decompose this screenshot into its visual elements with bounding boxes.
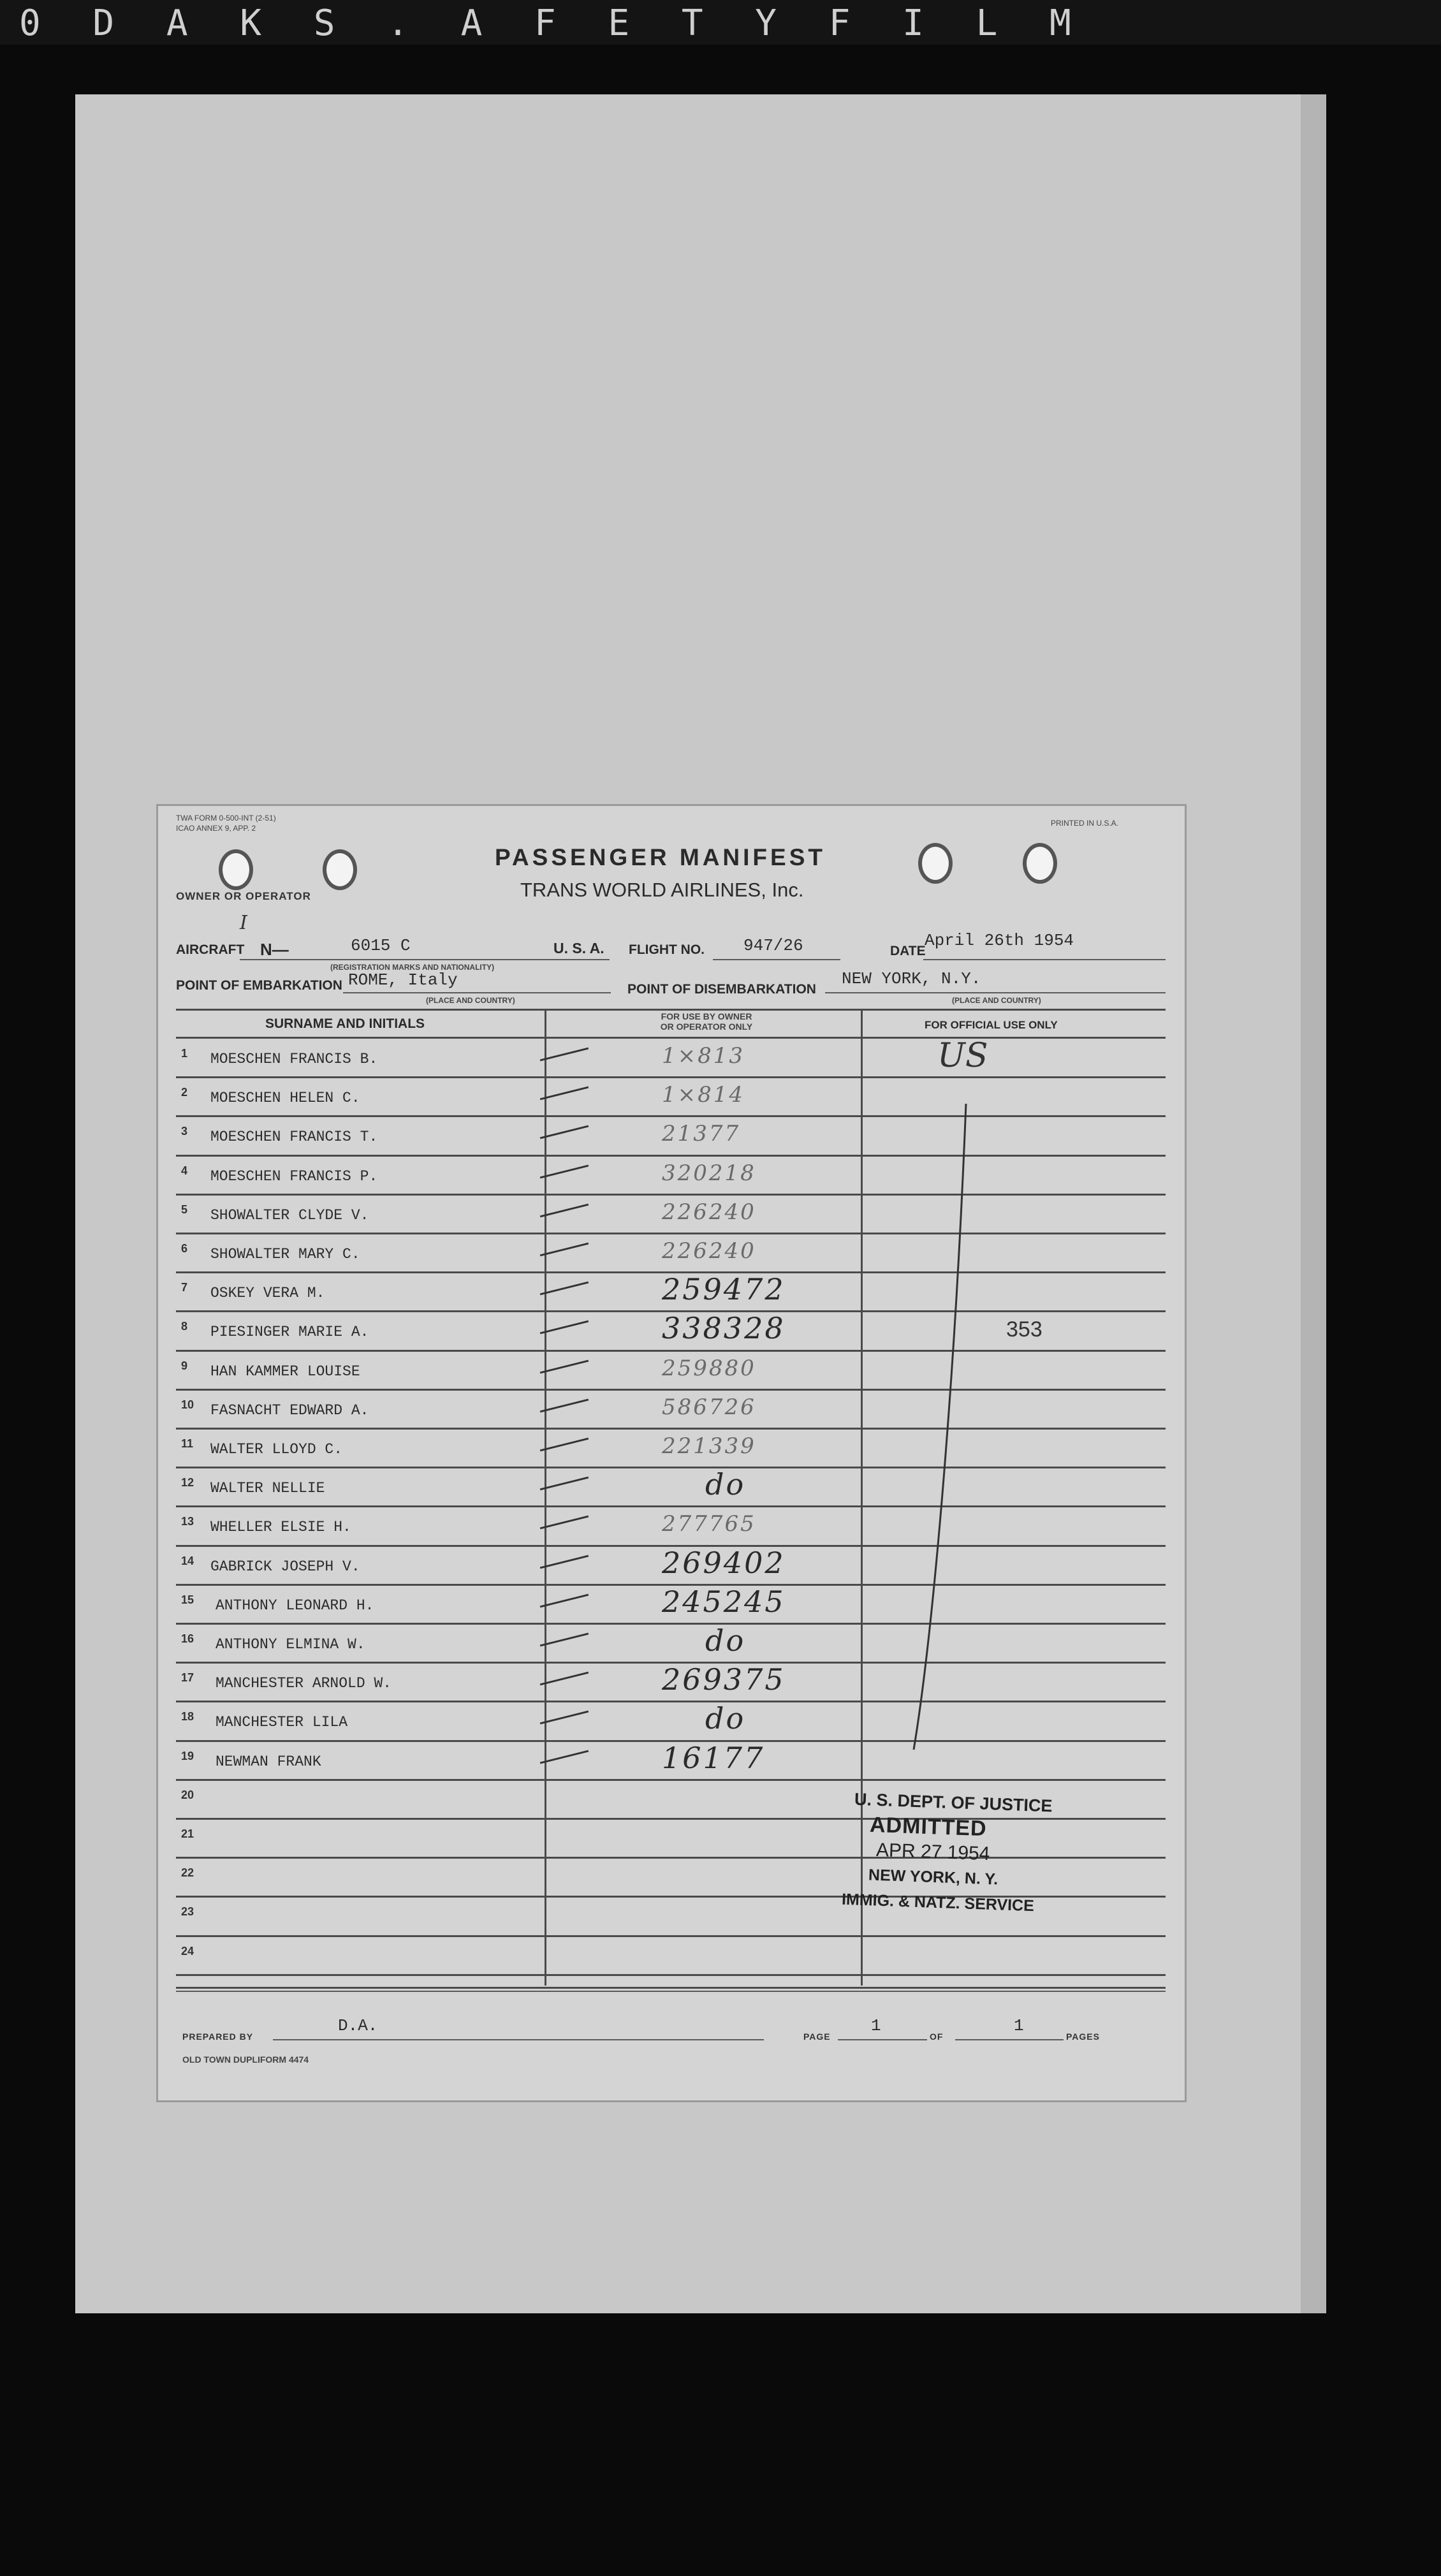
row-number: 17 — [181, 1671, 194, 1685]
passport-code: do — [705, 1467, 746, 1502]
row-number: 22 — [181, 1866, 194, 1880]
page-total: 1 — [1014, 2016, 1024, 2035]
row-number: 8 — [181, 1320, 188, 1333]
row-number: 14 — [181, 1554, 194, 1567]
passenger-name: MOESCHEN FRANCIS T. — [210, 1129, 378, 1146]
pages-label: PAGES — [1066, 2031, 1100, 2042]
passenger-name: OSKEY VERA M. — [210, 1285, 325, 1302]
row-number: 21 — [181, 1827, 194, 1840]
row-number: 16 — [181, 1632, 194, 1645]
page-total-underline — [955, 2039, 1064, 2040]
passport-code: do — [705, 1701, 746, 1736]
row-number: 18 — [181, 1710, 194, 1723]
passport-code: 226240 — [662, 1199, 756, 1225]
row-number: 10 — [181, 1398, 194, 1411]
page-number: 1 — [871, 2016, 881, 2035]
prepared-underline — [273, 2039, 764, 2040]
aircraft-label: AIRCRAFT — [176, 942, 245, 957]
passenger-name: GABRICK JOSEPH V. — [210, 1558, 360, 1575]
stamp-dept: U. S. DEPT. OF JUSTICE — [854, 1789, 1053, 1816]
passport-code: 1×814 — [662, 1082, 745, 1108]
page-underline — [838, 2039, 927, 2040]
date-value: April 26th 1954 — [925, 931, 1074, 950]
date-label: DATE — [890, 944, 926, 958]
row-number: 6 — [181, 1242, 188, 1255]
row-number: 4 — [181, 1164, 188, 1177]
passenger-name: HAN KAMMER LOUISE — [210, 1363, 360, 1380]
owner-label: OWNER OR OPERATOR — [176, 890, 311, 902]
passenger-name: SHOWALTER CLYDE V. — [210, 1206, 369, 1224]
table-bottom-rule-2 — [176, 1991, 1166, 1992]
passport-code: 245245 — [662, 1584, 786, 1619]
official-use-mark: US — [937, 1037, 988, 1075]
passenger-name: MOESCHEN FRANCIS B. — [210, 1051, 378, 1067]
manifest-form — [158, 806, 1185, 2100]
owner-mark: I — [240, 912, 247, 934]
table-bottom-rule — [176, 1987, 1166, 1989]
registration-note: (REGISTRATION MARKS AND NATIONALITY) — [330, 963, 495, 972]
place-note: (PLACE AND COUNTRY) — [426, 996, 515, 1005]
country-label: U. S. A. — [553, 940, 604, 956]
flight-number: 947/26 — [743, 936, 803, 955]
aircraft-prefix: N— — [260, 940, 289, 959]
passenger-name: FASNACHT EDWARD A. — [210, 1401, 369, 1419]
passport-code: 338328 — [662, 1311, 786, 1346]
aircraft-number: 6015 C — [351, 936, 411, 955]
stamp-admitted: ADMITTED — [869, 1812, 988, 1841]
form-code-2: ICAO ANNEX 9, APP. 2 — [176, 824, 256, 833]
passport-code: 269402 — [662, 1545, 786, 1580]
form-title: PASSENGER MANIFEST — [495, 844, 826, 870]
of-label: OF — [930, 2031, 944, 2042]
passenger-name: WALTER LLOYD C. — [210, 1441, 343, 1458]
prepared-label: PREPARED BY — [182, 2031, 254, 2042]
passport-code: 16177 — [662, 1740, 765, 1775]
row-number: 20 — [181, 1788, 194, 1801]
passport-code: 226240 — [662, 1238, 756, 1264]
stamp-service: IMMIG. & NATZ. SERVICE — [841, 1890, 1035, 1915]
page-label: PAGE — [803, 2031, 831, 2042]
film-edge-code: 0 D A K S . A F E T Y F I L M — [19, 3, 1086, 44]
stamp-location: NEW YORK, N. Y. — [868, 1866, 998, 1889]
passenger-name: WHELLER ELSIE H. — [210, 1519, 351, 1536]
printed-in: PRINTED IN U.S.A. — [1051, 819, 1119, 828]
passport-code: 1×813 — [662, 1043, 745, 1069]
embarkation-label: POINT OF EMBARKATION — [176, 978, 342, 993]
passenger-name: NEWMAN FRANK — [216, 1753, 321, 1770]
col-header-official: FOR OFFICIAL USE ONLY — [925, 1019, 1058, 1031]
passport-code: 277765 — [662, 1511, 756, 1537]
passport-code: do — [705, 1623, 746, 1658]
col-header-owner-use: FOR USE BY OWNER OR OPERATOR ONLY — [660, 1011, 753, 1032]
place-note-2: (PLACE AND COUNTRY) — [952, 996, 1041, 1005]
passport-code: 269375 — [662, 1662, 786, 1697]
form-footer: OLD TOWN DUPLIFORM 4474 — [182, 2054, 309, 2065]
row-number: 19 — [181, 1749, 194, 1762]
passport-code: 259880 — [662, 1355, 756, 1381]
passenger-name: MOESCHEN FRANCIS P. — [210, 1167, 378, 1185]
passport-code: 259472 — [662, 1272, 786, 1307]
row-number: 2 — [181, 1086, 188, 1099]
row-number: 1 — [181, 1047, 188, 1060]
row-number: 15 — [181, 1593, 194, 1606]
row-number: 3 — [181, 1125, 188, 1138]
disembarkation-label: POINT OF DISEMBARKATION — [627, 982, 816, 997]
row-number: 13 — [181, 1515, 194, 1528]
row-number: 7 — [181, 1281, 188, 1294]
row-number: 12 — [181, 1476, 194, 1489]
form-code-1: TWA FORM 0-500-INT (2-51) — [176, 814, 276, 823]
passport-code: 586726 — [662, 1394, 756, 1420]
passenger-name: ANTHONY ELMINA W. — [216, 1636, 365, 1653]
passenger-name: WALTER NELLIE — [210, 1480, 325, 1497]
col-header-surname: SURNAME AND INITIALS — [265, 1016, 425, 1031]
official-use-mark: 353 — [1006, 1317, 1042, 1342]
passenger-name: PIESINGER MARIE A. — [210, 1324, 369, 1341]
row-number: 9 — [181, 1359, 188, 1372]
passenger-name: ANTHONY LEONARD H. — [216, 1597, 374, 1614]
row-number: 5 — [181, 1203, 188, 1216]
company-name: TRANS WORLD AIRLINES, Inc. — [520, 879, 804, 901]
row-number: 23 — [181, 1905, 194, 1919]
mount-card-edge — [1301, 94, 1326, 2313]
passport-code: 221339 — [662, 1433, 756, 1459]
passenger-name: MANCHESTER LILA — [216, 1714, 348, 1731]
passenger-name: MANCHESTER ARNOLD W. — [216, 1675, 392, 1692]
stamp-date: APR 27 1954 — [875, 1839, 991, 1865]
passenger-name: MOESCHEN HELEN C. — [210, 1090, 360, 1107]
passport-code: 21377 — [662, 1121, 741, 1147]
passport-code: 320218 — [662, 1160, 756, 1186]
embarkation-value: ROME, Italy — [348, 970, 458, 990]
flight-label: FLIGHT NO. — [629, 942, 705, 957]
disembarkation-value: NEW YORK, N.Y. — [842, 969, 981, 988]
prepared-by: D.A. — [338, 2016, 378, 2035]
row-number: 11 — [181, 1437, 194, 1450]
row-number: 24 — [181, 1944, 194, 1958]
passenger-name: SHOWALTER MARY C. — [210, 1246, 360, 1262]
